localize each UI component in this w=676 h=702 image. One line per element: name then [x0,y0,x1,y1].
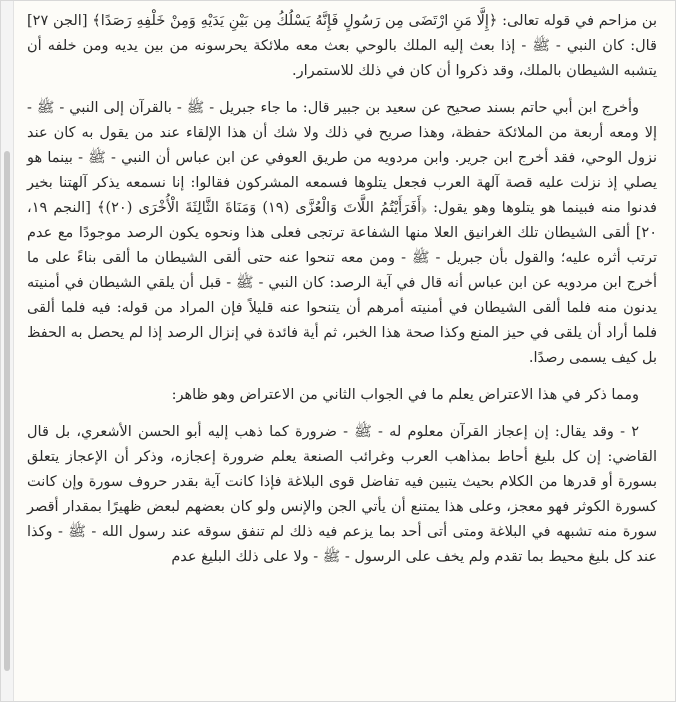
paragraph-4: ٢ - وقد يقال: إن إعجاز القرآن معلوم له - ﷺ - ضرورة كما ذهب إليه أبو الحسن الأشعري، بل قال القاضي: إن كل بليغ أحاط بمذاهب العرب وغرائب الصنعة يعلم ضرورة إعجازه، وذكر أن الإعجاز يتعلق بسورة أو قدرها من الكلام بحيث يتبين فيه تفاضل قوى البلاغة فإذا كانت آية بقدر حروف سورة وإن كانت كسورة الكوثر فهو معجز، وعلى هذا يمتنع أن يأتي الجن والإنس ولو كان بعضهم لبعض ظهيرًا بمقدار أقصر سورة منه تشبهه في البلاغة ومتى أتى أحد بما يزعم فيه ذلك لم تنفق سوقه عند رسول الله - ﷺ - وكذا عند كل بليغ محيط بما تقدم ولم يخف على الرسول - ﷺ - ولا على ذلك البليغ عدم [27,424,657,565]
vertical-scrollbar[interactable] [1,1,14,702]
paragraph-1: بن مزاحم في قوله تعالى: ﴿إِلَّا مَنِ ارْتَضَى مِن رَسُولٍ فَإِنَّهُ يَسْلُكُ مِن بَيْنِ يَدَيْهِ وَمِنْ خَلْفِهِ رَصَدًا﴾ [الجن ٢٧] قال: كان النبي - ﷺ - إذا بعث إليه الملك بالوحي بعث معه ملائكة يحرسونه من بين يديه ومن خلفه أن يتشبه الشيطان بالملك، وقد ذكروا أن كان في ذلك للاستمرار. [27,13,657,79]
paragraph-2: وأخرج ابن أبي حاتم بسند صحيح عن سعيد بن جبير قال: ما جاء جبريل - ﷺ - بالقرآن إلى النبي - ﷺ - إلا ومعه أربعة من الملائكة حفظة، وهذا صريح في ذلك ولا شك أن هذا الإلقاء عند من يقول به كان عند نزول الوحي، فقد أخرج ابن جرير. وابن مردويه من طريق العوفي عن ابن عباس أن النبي - ﷺ - بينما هو يصلي إذ نزلت عليه قصة آلهة العرب فجعل يتلوها فسمعه المشركون فقالوا: إنا نسمعه يذكر آلهتنا بخير فدنوا منه فبينما هو يتلوها وهو يقول: ﴿أَفَرَأَيْتُمُ اللَّاتَ وَالْعُزَّى (١٩) وَمَنَاةَ الثَّالِثَةَ الْأُخْرَى (٢٠)﴾ [النجم ١٩، ٢٠] ألقى الشيطان تلك الغرانيق العلا منها الشفاعة ترتجى فعلى هذا ونحوه يكون الرصد موجودًا مع عدم ترتب أثره عليه؛ والقول بأن جبريل - ﷺ - ومن معه تنحوا عنه حتى ألقى الشيطان ما ألقى بناءً على ما أخرج ابن مردويه عن ابن عباس أنه قال في آية الرصد: كان النبي - ﷺ - قبل أن يلقي الشيطان في أمنيته يدنون منه فلما ألقى الشيطان في أمنيته أمرهم أن يتنحوا عنه قليلاً فإن المراد من قوله: فيه فلما ألقى فلما أراد أن يلقى في حيز المنع وكذا صحة هذا الخبر، ثم أية فائدة في إنزال الرصد إذا لم يحصل به الحفظ بل كيف يسمى رصدًا. [27,100,657,366]
paragraph-3: ومما ذكر في هذا الاعتراض يعلم ما في الجواب الثاني من الاعتراض وهو ظاهر: [171,387,639,403]
scrollbar-thumb[interactable] [4,151,10,671]
document-text [27,9,657,582]
